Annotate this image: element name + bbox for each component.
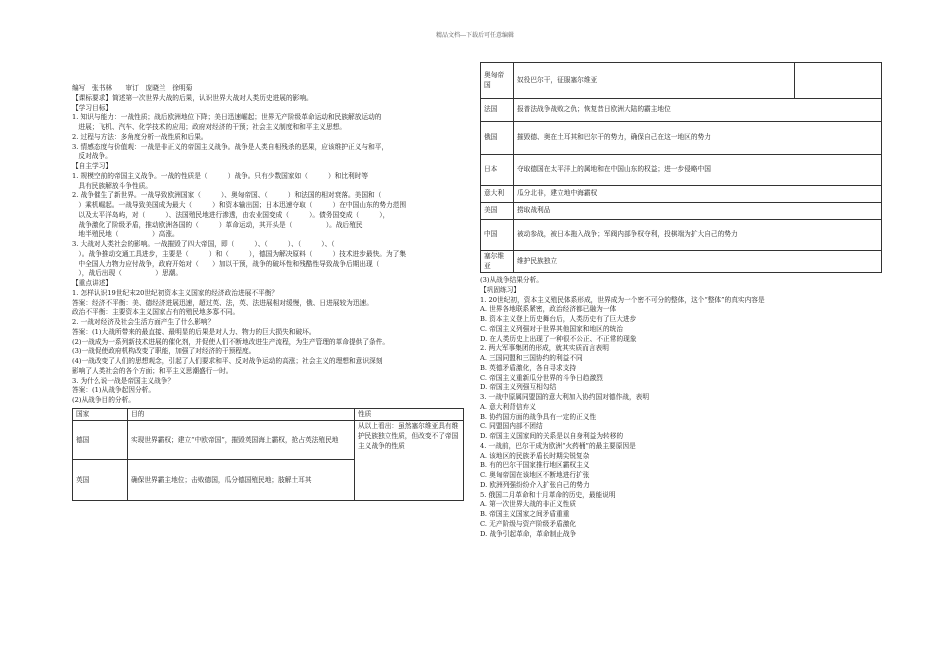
text-line: (3)从战争结果分析。 bbox=[480, 276, 543, 285]
table-cell-goal: 被动参战，被日本拖入战争；军阀内部争权夺利，投棋端为扩大自己的势力 bbox=[514, 220, 882, 251]
text-line: (2)一战成为一系列新技术进展的催化剂，并促使人们不断地改进生产流程，为生产管理的革命提供了条件。 bbox=[72, 337, 390, 346]
text-line: 答案：(1)大战所带来的最直接、最明显的后果是对人力、物力的巨大损失和破坏。 bbox=[72, 327, 316, 336]
text-line: ）乘机崛起。一战导致美国成为最大（ ）和资本输出国；日本迅速夺取（ ）在中国山东的势力范围 bbox=[72, 201, 407, 209]
text-line: 【课标要求】简述第一次世界大战的后果，认识世界大战对人类历史进展的影响。 bbox=[72, 93, 313, 102]
table-cell-goal: 维护民族独立 bbox=[514, 251, 882, 273]
text-line: D. 帝国主义列强互相勾结 bbox=[480, 383, 557, 392]
left-text-block bbox=[72, 84, 464, 406]
left-column bbox=[72, 84, 464, 501]
text-line: 进展；飞机、汽车、化学技术的应用；政府对经济的干预；社会主义制度和和平主义思想。 bbox=[72, 123, 346, 131]
page-header-note: 精品文档---下载后可任意编辑 bbox=[435, 32, 515, 39]
table-cell-country: 日本 bbox=[481, 155, 514, 186]
text-line: 影响了人类社会的各个方面；和平主义思潮盛行一时。 bbox=[72, 366, 233, 375]
text-line: 3. 为什么说一战是帝国主义战争？ bbox=[72, 376, 175, 385]
text-line: 地半殖民地（ ）高涨。 bbox=[72, 230, 179, 239]
table-header-row bbox=[73, 408, 464, 421]
table-cell-country: 意大利 bbox=[481, 186, 514, 203]
war-purpose-table bbox=[72, 408, 464, 502]
text-line: 2. 战争催生了新世界。一战导致欧洲国家（ ）、奥匈帝国、（ ）和法国的相对衰落。美国和（ bbox=[72, 191, 382, 200]
table-row bbox=[481, 63, 882, 99]
table-cell-country: 法国 bbox=[481, 99, 514, 122]
text-line: 编写 张书林 审订 庞晓兰 徐明菊 bbox=[72, 84, 193, 92]
text-line: 答案：经济不平衡：美、德经济进展迅速，超过英、法，英、法进展相对缓慢，俄、日进展较为迅速。 bbox=[72, 298, 373, 307]
right-text-block bbox=[480, 276, 882, 539]
table-row bbox=[73, 421, 464, 460]
table-row bbox=[481, 220, 882, 251]
text-line: 反对战争。 bbox=[72, 152, 112, 161]
text-line: 战争激化了阶级矛盾，推动欧洲各国的（ ）革命运动，其开头是（ ）。战后殖民 bbox=[72, 220, 363, 229]
table-row bbox=[481, 186, 882, 203]
text-line: 1. 怎样认识19世纪末20世纪初资本主义国家的经济政治进展不平衡？ bbox=[72, 288, 279, 297]
table-cell-country: 英国 bbox=[73, 460, 128, 501]
text-line: 3. 一战中原属同盟国的意大利加入协约国对德作战，表明 bbox=[480, 393, 650, 402]
table-header-cell: 国家 bbox=[73, 408, 128, 421]
table-cell-country: 中国 bbox=[481, 220, 514, 251]
table-cell-goal: 实现世界霸权；建立“中欧帝国”，摧毁英国海上霸权，抢占英法殖民地 bbox=[128, 421, 355, 460]
text-line: (2)从战争目的分析。 bbox=[72, 396, 135, 404]
table-cell-goal: 摧毁德、奥在土耳其和巴尔干的势力，确保自己在这一地区的势力 bbox=[514, 122, 882, 155]
text-line: 5. 俄国二月革命和十月革命的历史，最能说明 bbox=[480, 490, 616, 499]
text-line: 1. 20世纪初，资本主义殖民体系形成，世界成为一个密不可分的整体，这个“整体”的真实内容是 bbox=[480, 295, 765, 304]
table-cell-country: 奥匈帝国 bbox=[481, 63, 514, 99]
text-line: ）。战争推动交通工具进步，主要是（ ）和（ ），德国为解决原料（ ）技术进步最快。为了集 bbox=[72, 249, 407, 258]
table-cell-country: 俄国 bbox=[481, 122, 514, 155]
text-line: C. 无产阶级与资产阶级矛盾激化 bbox=[480, 519, 577, 528]
text-line: (4)一战改变了人们的思想观念，引起了人们要求和平、反对战争运动的高涨；社会主义的理想和意识深刻 bbox=[72, 357, 383, 365]
text-line: B. 资本主义登上历史舞台后，人类历史有了巨大进步 bbox=[480, 315, 637, 324]
text-line: B. 帝国主义国家之间矛盾重重 bbox=[480, 510, 570, 519]
text-line: D. 战争引起革命，革命制止战争 bbox=[480, 529, 577, 538]
text-line: C. 奥匈帝国在该地区不断地进行扩张 bbox=[480, 471, 590, 480]
table-cell-blank bbox=[795, 63, 882, 99]
country-purpose-table bbox=[480, 62, 882, 273]
table-cell-goal: 瓜分北非，建立地中海霸权 bbox=[514, 186, 882, 203]
text-line: (3)一战促使政府机构改变了职能，加强了对经济的干预程度。 bbox=[72, 347, 256, 356]
table-cell-goal: 夺取德国在太平洋上的属地和在中国山东的权益；进一步侵略中国 bbox=[514, 155, 882, 186]
right-column bbox=[480, 62, 882, 539]
text-line: A. 意大利背信弃义 bbox=[480, 402, 536, 411]
table-cell-nature: 从以上看出：虽然塞尔维亚具有维护民族独立性质，但改变不了帝国主义战争的性质 bbox=[355, 421, 464, 501]
text-line: ），战后出现（ ）思潮。 bbox=[72, 269, 183, 278]
text-line: 【重点讲述】 bbox=[72, 279, 113, 287]
table-cell-goal: 报普法战争战败之仇；恢复昔日欧洲大陆的霸主地位 bbox=[514, 99, 882, 122]
table-cell-goal: 奴役巴尔干，征服塞尔维亚 bbox=[514, 63, 795, 99]
text-line: 2. 过程与方法：多角度分析一战性质和后果。 bbox=[72, 132, 208, 141]
text-line: 答案：(1)从战争起因分析。 bbox=[72, 386, 156, 395]
text-line: 1. 知识与能力：一战性质；战后欧洲地位下降；美日迅速崛起；世界无产阶级革命运动和民族解放运动的 bbox=[72, 113, 382, 122]
text-line: 2. 一战对经济及社会生活方面产生了什么影响？ bbox=[72, 318, 215, 326]
text-line: D. 欧洲列强纷纷介入扩张自己的势力 bbox=[480, 480, 590, 489]
text-line: 3. 情感态度与价值观：一战是非正义的帝国主义战争。战争是人类自相残杀的恶果，应该维护正义与和平， bbox=[72, 142, 389, 151]
text-line: A. 三国同盟和三国协约的利益不同 bbox=[480, 354, 583, 363]
table-row bbox=[481, 251, 882, 273]
text-line: 1. 规模空前的帝国主义战争。一战的性质是（ ）战争。只有少数国家如（ ）和比利时等 bbox=[72, 171, 369, 180]
text-line: 2. 两大军事集团的形成，就其实质而言表明 bbox=[480, 344, 609, 353]
text-line: 【巩固练习】 bbox=[480, 285, 521, 294]
text-line: B. 英德矛盾激化，各自寻求支持 bbox=[480, 363, 577, 372]
text-line: C. 帝国主义列强对于世界其他国家和地区的统治 bbox=[480, 324, 623, 333]
table-row bbox=[481, 203, 882, 220]
text-line: 具有民族解放斗争性质。 bbox=[72, 181, 152, 190]
text-line: 4. 一战前，巴尔干成为欧洲“火药桶”的最主要原因是 bbox=[480, 441, 636, 450]
table-row bbox=[481, 99, 882, 122]
table-row bbox=[481, 122, 882, 155]
text-line: 【学习目标】 bbox=[72, 103, 113, 112]
text-line: C. 同盟国内部不团结 bbox=[480, 422, 543, 431]
text-line: B. 有的巴尔干国家推行地区霸权主义 bbox=[480, 461, 590, 470]
text-line: D. 帝国主义国家间的关系是以自身利益为转移的 bbox=[480, 432, 624, 441]
text-line: A. 第一次世界大战的非正义性质 bbox=[480, 500, 577, 509]
text-line: 【自主学习】 bbox=[72, 162, 113, 170]
text-line: 3. 大战对人类社会的影响。一战摧毁了四大帝国，即（ ）、（ ）、（ ）、（ bbox=[72, 240, 335, 248]
table-cell-goal: 捞取战利品 bbox=[514, 203, 882, 220]
text-line: B. 协约国方面的战争具有一定的正义性 bbox=[480, 412, 597, 421]
table-header-cell: 目的 bbox=[128, 408, 355, 421]
table-header-cell: 性质 bbox=[355, 408, 464, 421]
table-cell-country: 塞尔维亚 bbox=[481, 251, 514, 273]
text-line: A. 世界各地联系紧密，政治经济都已融为一体 bbox=[480, 305, 617, 314]
text-line: D. 在人类历史上出现了一种很不公正、不正常的现象 bbox=[480, 334, 637, 343]
table-row bbox=[481, 155, 882, 186]
text-line: 政治不平衡：主要资本主义国家占有的殖民地多寡不同。 bbox=[72, 308, 240, 317]
text-line: C. 帝国主义重新瓜分世界的斗争日趋激烈 bbox=[480, 373, 603, 382]
text-line: A. 该地区的民族矛盾长时期尖锐复杂 bbox=[480, 451, 590, 460]
table-cell-country: 德国 bbox=[73, 421, 128, 460]
table-cell-country: 美国 bbox=[481, 203, 514, 220]
text-line: 中全国人力物力应付战争，政府开始对（ ）加以干预，战争的破坏性和残酷性导致战争后期出现（ bbox=[72, 259, 380, 268]
text-line: 以及太平洋岛屿，对（ ）、法国殖民地进行渗透，由农业国变成（ ）。债务国变成（ ）， bbox=[72, 210, 390, 219]
table-cell-goal: 确保世界霸主地位；击败德国，瓜分德国殖民地；肢解土耳其 bbox=[128, 460, 355, 501]
